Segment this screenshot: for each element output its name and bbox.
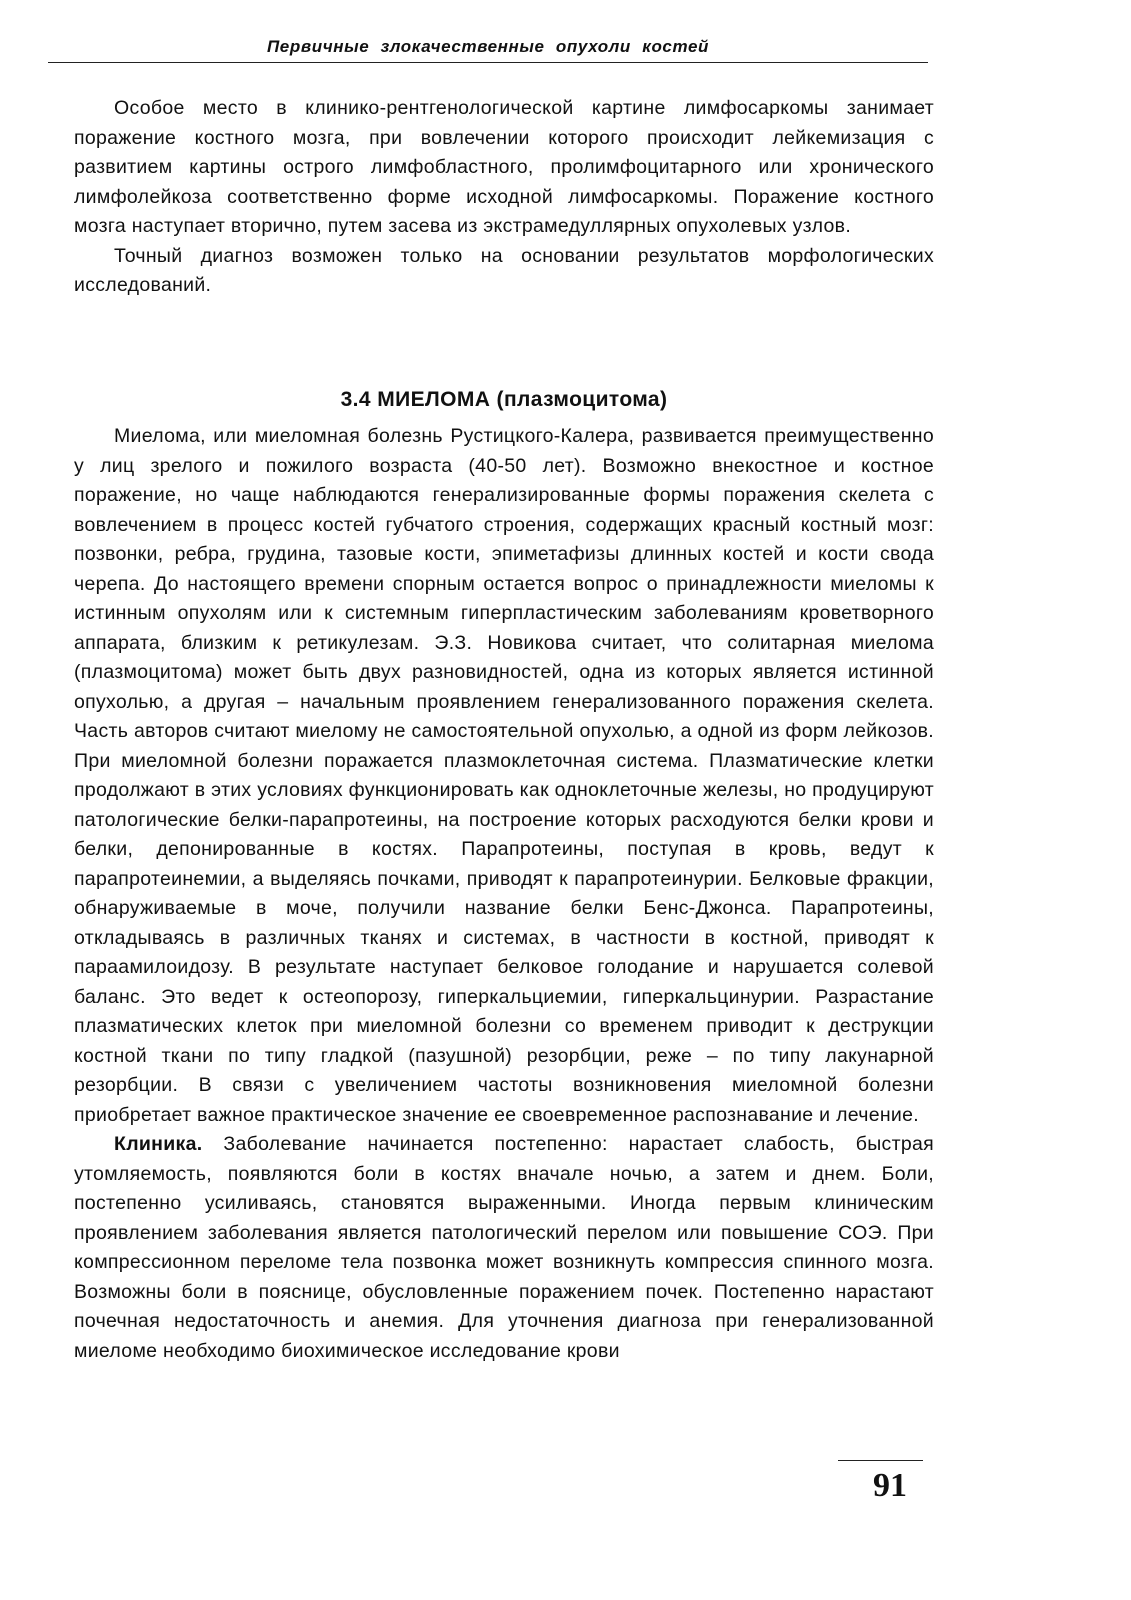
intro-text — [74, 94, 934, 301]
clinic-paragraph — [74, 1130, 934, 1366]
running-header — [48, 32, 928, 63]
section-paragraph: Миелома, или миеломная болезнь Рустицкого-Калера, развивается преимущественно у лиц зрелого и пожилого возраста (40-50 лет). Возможно внекостное и костное поражение, но чаще наблюдаются генерализированные формы поражения скелета с вовлечением в процесс костей губчатого строения, содержащих красный костный мозг: позвонки, ребра, грудина, тазовые кости, эпиметафизы длинных костей и кости свода черепа. До настоящего времени спорным остается вопрос о принадлежности миеломы к истинным опухолям или к системным гиперпластическим заболеваниям кроветворного аппарата, близким к ретикулезам. Э.З. Новикова считает, что солитарная миелома (плазмоцитома) может быть двух разновидностей, одна из которых является истинной опухолью, а другая – начальным проявлением генерализованного поражения скелета. Часть авторов считают миелому не самостоятельной опухолью, а одной из форм лейкозов. При миеломной болезни поражается плазмоклеточная система. Плазматические клетки продолжают в этих условиях функционировать как одноклеточные железы, но продуцируют патологические белки-парапротеины, на построение которых расходуются белки крови и белки, депонированные в костях. Парапротеины, поступая в кровь, ведут к парапротеинемии, а выделяясь почками, приводят к парапротеинурии. Белковые фракции, обнаруживаемые в моче, получили название белки Бенс-Джонса. Парапротеины, откладываясь в различных тканях и системах, в частности в костной, приводят к параамилоидозу. В результате наступает белковое голодание и нарушается солевой баланс. Это ведет к остеопорозу, гиперкальциемии, гиперкальцинурии. Разрастание плазматических клеток при миеломной болезни со временем приводит к деструкции костной ткани по типу гладкой (пазушной) резорбции, реже – по типу лакунарной резорбции. В связи с увеличением частоты возникновения миеломной болезни приобретает важное практическое значение ее своевременное распознавание и лечение. — [74, 425, 934, 1126]
intro-paragraph: Точный диагноз возможен только на основании результатов морфологических исследований. — [74, 244, 934, 296]
section-body — [74, 422, 934, 1366]
clinic-text: Заболевание начинается постепенно: нарастает слабость, быстрая утомляемость, появляются боли в костях вначале ночью, а затем и днем. Боли, постепенно усиливаясь, становятся выраженными. Иногда первым клиническим проявлением заболевания является патологический перелом или повышение СОЭ. При компрессионном переломе тела позвонка может возникнуть компрессия спинного мозга. Возможны боли в пояснице, обусловленные поражением почек. Постепенно нарастают почечная недостаточность и анемия. Для уточнения диагноза при генерализованной миеломе необходимо биохимическое исследование крови — [74, 1133, 934, 1362]
intro-paragraph: Особое место в клинико-рентгенологической картине лимфосаркомы занимает поражение костного мозга, при вовлечении которого происходит лейкемизация с развитием картины острого лимфобластного, пролимфоцитарного или хронического лимфолейкоза соответственно форме исходной лимфосаркомы. Поражение костного мозга наступает вторично, путем засева из экстрамедуллярных опухолевых узлов. — [74, 97, 934, 237]
clinic-lead: Клиника. — [114, 1133, 203, 1155]
section-heading: 3.4 МИЕЛОМА (плазмоцитома) — [340, 388, 668, 411]
page-number: 91 — [873, 1467, 907, 1504]
page-number-rule — [838, 1460, 923, 1461]
running-header-title: Первичные злокачественные опухоли костей — [266, 37, 710, 56]
